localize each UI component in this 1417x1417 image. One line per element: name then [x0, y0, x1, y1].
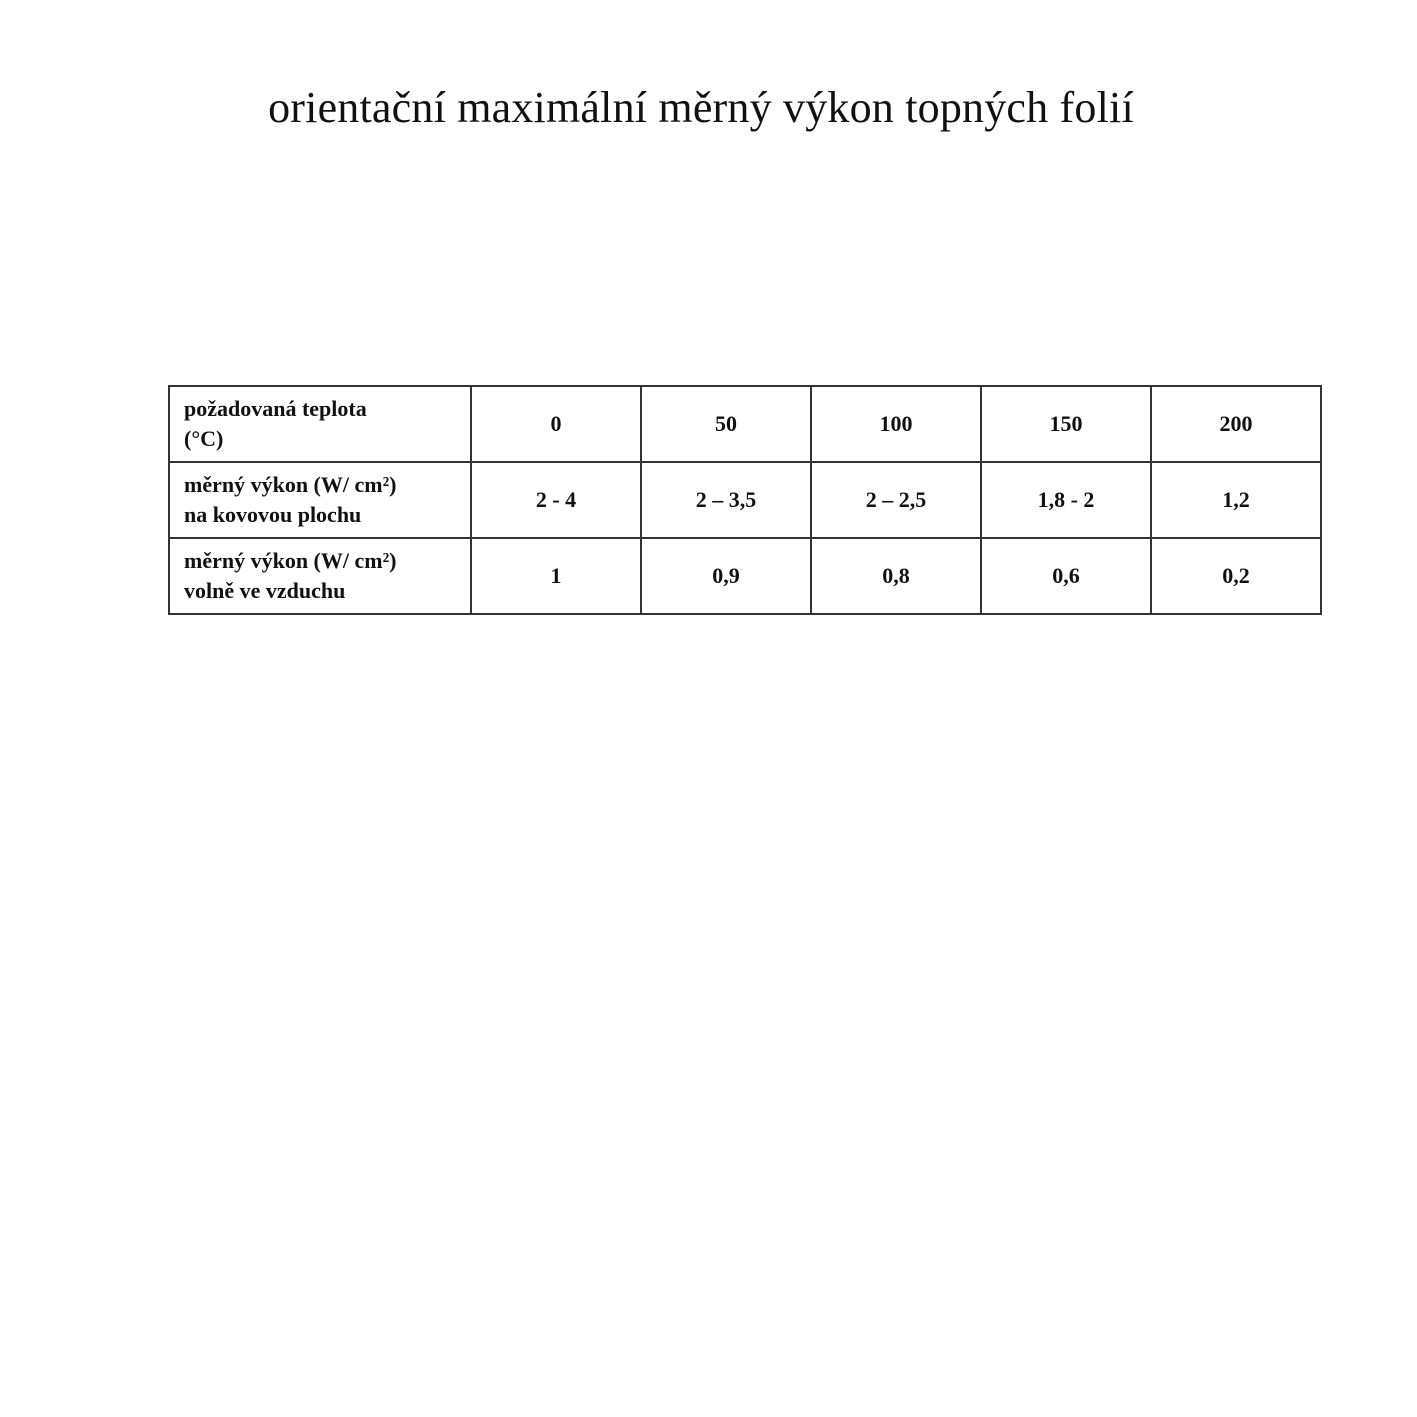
table-cell: 1 [471, 538, 641, 614]
table-cell: 2 – 2,5 [811, 462, 981, 538]
row-header-line: (°C) [184, 426, 224, 451]
row-header-temperature [169, 386, 471, 462]
table-cell: 0,2 [1151, 538, 1321, 614]
table-cell: 100 [811, 386, 981, 462]
table-cell: 2 - 4 [471, 462, 641, 538]
row-header-line: volně ve vzduchu [184, 578, 346, 603]
table-cell: 0,6 [981, 538, 1151, 614]
row-header-line: měrný výkon (W/ cm²) [184, 548, 397, 573]
table-cell: 2 – 3,5 [641, 462, 811, 538]
table-cell: 50 [641, 386, 811, 462]
row-header-metal-surface [169, 462, 471, 538]
row-header-line: požadovaná teplota [184, 396, 367, 421]
table-cell: 0,8 [811, 538, 981, 614]
row-header-line: na kovovou plochu [184, 502, 362, 527]
table-cell: 150 [981, 386, 1151, 462]
power-table [168, 385, 1322, 615]
table-row-temperature [169, 386, 1321, 462]
table-cell: 1,8 - 2 [981, 462, 1151, 538]
table-cell: 0,9 [641, 538, 811, 614]
table-cell: 0 [471, 386, 641, 462]
table-row-metal-surface [169, 462, 1321, 538]
page-title: orientační maximální měrný výkon topných folií [268, 83, 1134, 132]
table-cell: 1,2 [1151, 462, 1321, 538]
row-header-free-air [169, 538, 471, 614]
row-header-line: měrný výkon (W/ cm²) [184, 472, 397, 497]
table-cell: 200 [1151, 386, 1321, 462]
table-row-free-air [169, 538, 1321, 614]
